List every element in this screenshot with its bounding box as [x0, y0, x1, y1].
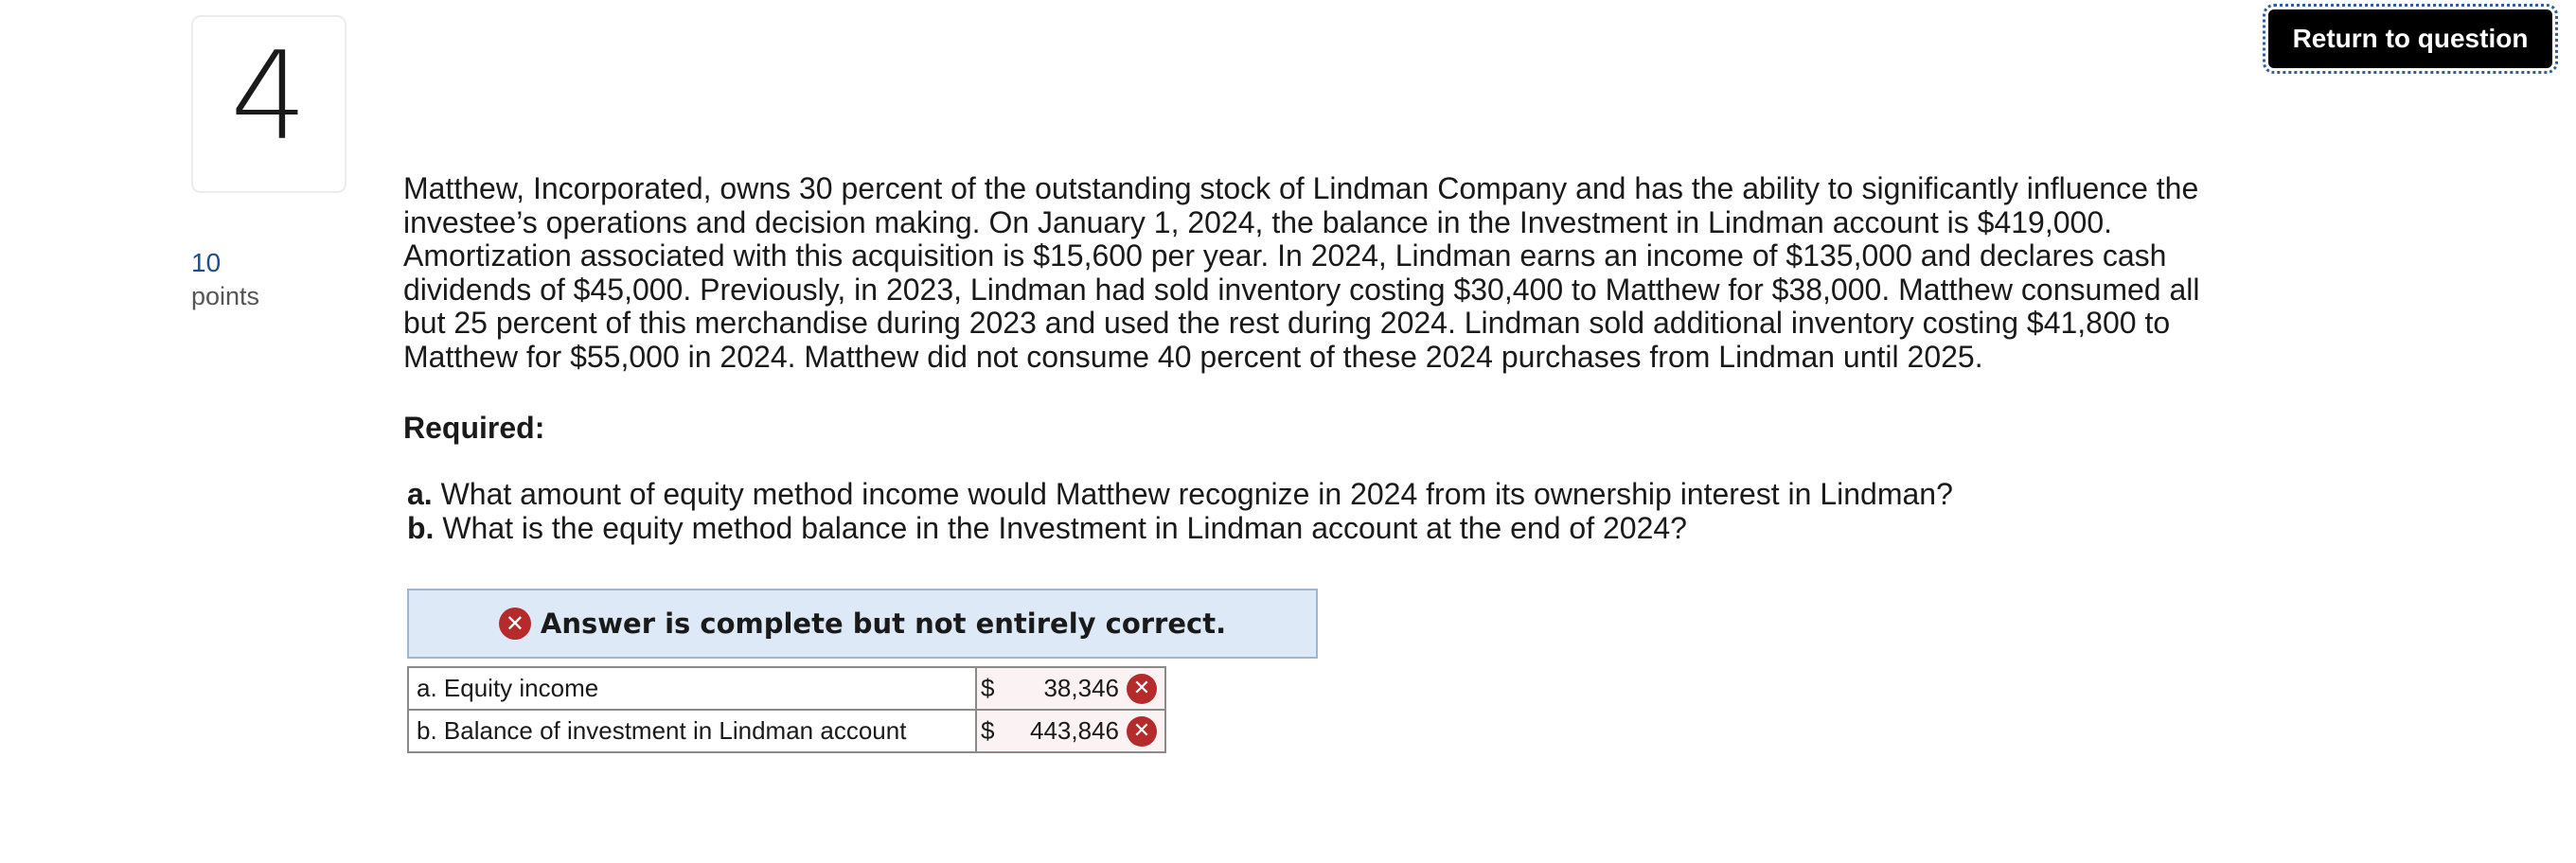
table-row [408, 710, 1165, 752]
answer-label: a. Equity income [408, 667, 976, 710]
answer-value: 38,346 [1043, 674, 1119, 702]
required-item-marker: a. [407, 477, 433, 511]
required-heading: Required: [403, 411, 545, 445]
answer-value-cell[interactable] [976, 667, 1165, 710]
x-circle-icon: ✕ [1127, 674, 1157, 704]
currency-symbol: $ [981, 674, 995, 702]
problem-statement: Matthew, Incorporated, owns 30 percent of the outstanding stock of Lindman Company and has the ability to significantly influence the investee’s operations and decision making. On January 1, 2024, the balance in the Investment in Lindman account is $419,000. Amortization associated with this acquisition is $15,600 per year. In 2024, Lindman earns an income of $135,000 and declares cash dividends of $45,000. Previously, in 2023, Lindman had sold inventory costing $30,400 to Matthew for $38,000. Matthew consumed all but 25 percent of this merchandise during 2023 and used the rest during 2024. Lindman sold additional inventory costing $41,800 to Matthew for $55,000 in 2024. Matthew did not consume 40 percent of these 2024 purchases from Lindman until 2025. [403, 171, 2200, 374]
x-circle-icon: ✕ [1127, 716, 1157, 747]
required-item-text: What amount of equity method income would Matthew recognize in 2024 from its ownership interest in Lindman? [440, 477, 1953, 511]
answer-value: 443,846 [1030, 716, 1119, 745]
required-list [407, 478, 1953, 545]
required-item-b [407, 512, 1953, 546]
points-label: points [191, 282, 260, 310]
result-status-text: Answer is complete but not entirely correct. [540, 608, 1227, 640]
answer-label: b. Balance of investment in Lindman account [408, 710, 976, 752]
points-value: 10 [191, 248, 222, 277]
answer-value-cell[interactable] [976, 710, 1165, 752]
currency-symbol: $ [981, 716, 995, 745]
question-number: 4 [191, 15, 346, 193]
required-item-a [407, 478, 1953, 512]
required-item-text: What is the equity method balance in the Investment in Lindman account at the end of 2024? [442, 510, 1687, 545]
required-item-marker: b. [407, 510, 435, 545]
x-circle-icon: ✕ [499, 608, 531, 640]
result-banner [407, 589, 1318, 659]
table-row [408, 667, 1165, 710]
return-to-question-button[interactable]: Return to question [2268, 9, 2552, 68]
answer-table [407, 666, 1166, 753]
